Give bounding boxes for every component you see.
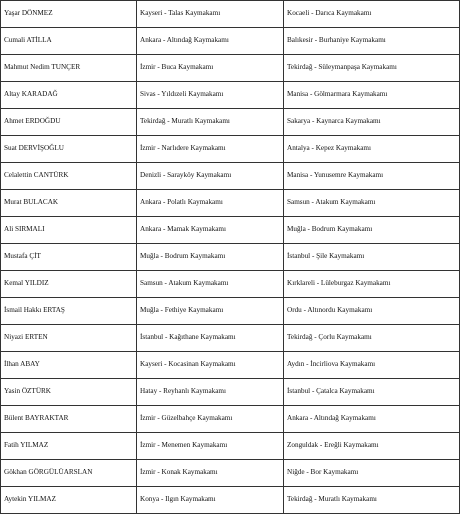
official-name-cell: Ali SIRMALI — [1, 217, 137, 244]
current-post-cell: Ankara - Polatlı Kaymakamı — [137, 190, 284, 217]
table-row — [1, 136, 460, 163]
new-post-cell: Zonguldak - Ereğli Kaymakamı — [284, 433, 460, 460]
new-post-cell: Samsun - Atakum Kaymakamı — [284, 190, 460, 217]
table-row — [1, 298, 460, 325]
new-post-cell: Aydın - İncirliova Kaymakamı — [284, 352, 460, 379]
official-name-cell: Bülent BAYRAKTAR — [1, 406, 137, 433]
official-name-cell: Mustafa ÇİT — [1, 244, 137, 271]
new-post-cell: İstanbul - Şile Kaymakamı — [284, 244, 460, 271]
new-post-cell: Antalya - Kepez Kaymakamı — [284, 136, 460, 163]
official-name-cell: Altay KARADAĞ — [1, 82, 137, 109]
official-name-cell: Suat DERVİŞOĞLU — [1, 136, 137, 163]
table-row — [1, 82, 460, 109]
new-post-cell: Ordu - Altınordu Kaymakamı — [284, 298, 460, 325]
official-name-cell: Fatih YILMAZ — [1, 433, 137, 460]
table-row — [1, 55, 460, 82]
official-name-cell: Gökhan GÖRGÜLÜARSLAN — [1, 460, 137, 487]
new-post-cell: Manisa - Gölmarmara Kaymakamı — [284, 82, 460, 109]
new-post-cell: Niğde - Bor Kaymakamı — [284, 460, 460, 487]
new-post-cell: Kırklareli - Lüleburgaz Kaymakamı — [284, 271, 460, 298]
table-row — [1, 487, 460, 514]
current-post-cell: Muğla - Fethiye Kaymakamı — [137, 298, 284, 325]
official-name-cell: Mahmut Nedim TUNÇER — [1, 55, 137, 82]
new-post-cell: Tekirdağ - Muratlı Kaymakamı — [284, 487, 460, 514]
current-post-cell: İstanbul - Kağıthane Kaymakamı — [137, 325, 284, 352]
current-post-cell: İzmir - Konak Kaymakamı — [137, 460, 284, 487]
current-post-cell: Muğla - Bodrum Kaymakamı — [137, 244, 284, 271]
current-post-cell: Kayseri - Kocasinan Kaymakamı — [137, 352, 284, 379]
current-post-cell: İzmir - Menemen Kaymakamı — [137, 433, 284, 460]
current-post-cell: Denizli - Sarayköy Kaymakamı — [137, 163, 284, 190]
current-post-cell: Ankara - Altındağ Kaymakamı — [137, 28, 284, 55]
current-post-cell: Ankara - Mamak Kaymakamı — [137, 217, 284, 244]
official-name-cell: Yasin ÖZTÜRK — [1, 379, 137, 406]
new-post-cell: Ankara - Altındağ Kaymakamı — [284, 406, 460, 433]
table-row — [1, 163, 460, 190]
table-row — [1, 190, 460, 217]
current-post-cell: İzmir - Narlıdere Kaymakamı — [137, 136, 284, 163]
table-row — [1, 271, 460, 298]
table-row — [1, 109, 460, 136]
current-post-cell: Kayseri - Talas Kaymakamı — [137, 1, 284, 28]
table-row — [1, 325, 460, 352]
official-name-cell: Aytekin YILMAZ — [1, 487, 137, 514]
table-row — [1, 244, 460, 271]
new-post-cell: Tekirdağ - Süleymanpaşa Kaymakamı — [284, 55, 460, 82]
official-name-cell: Yaşar DÖNMEZ — [1, 1, 137, 28]
official-name-cell: Kemal YILDIZ — [1, 271, 137, 298]
official-name-cell: Murat BULACAK — [1, 190, 137, 217]
current-post-cell: Konya - Ilgın Kaymakamı — [137, 487, 284, 514]
table-row — [1, 217, 460, 244]
new-post-cell: Sakarya - Kaynarca Kaymakamı — [284, 109, 460, 136]
official-name-cell: Ahmet ERDOĞDU — [1, 109, 137, 136]
official-name-cell: Cumali ATİLLA — [1, 28, 137, 55]
current-post-cell: İzmir - Güzelbahçe Kaymakamı — [137, 406, 284, 433]
new-post-cell: Muğla - Bodrum Kaymakamı — [284, 217, 460, 244]
new-post-cell: Manisa - Yunusemre Kaymakamı — [284, 163, 460, 190]
current-post-cell: Samsun - Atakum Kaymakamı — [137, 271, 284, 298]
new-post-cell: İstanbul - Çatalca Kaymakamı — [284, 379, 460, 406]
new-post-cell: Tekirdağ - Çorlu Kaymakamı — [284, 325, 460, 352]
new-post-cell: Balıkesir - Burhaniye Kaymakamı — [284, 28, 460, 55]
current-post-cell: Hatay - Reyhanlı Kaymakamı — [137, 379, 284, 406]
table-row — [1, 28, 460, 55]
official-name-cell: İlhan ABAY — [1, 352, 137, 379]
appointment-table-body — [1, 1, 460, 514]
new-post-cell: Kocaeli - Darıca Kaymakamı — [284, 1, 460, 28]
table-row — [1, 1, 460, 28]
current-post-cell: Sivas - Yıldızeli Kaymakamı — [137, 82, 284, 109]
official-name-cell: Niyazi ERTEN — [1, 325, 137, 352]
table-row — [1, 460, 460, 487]
official-name-cell: Celalettin CANTÜRK — [1, 163, 137, 190]
official-name-cell: İsmail Hakkı ERTAŞ — [1, 298, 137, 325]
current-post-cell: Tekirdağ - Muratlı Kaymakamı — [137, 109, 284, 136]
table-row — [1, 379, 460, 406]
current-post-cell: İzmir - Buca Kaymakamı — [137, 55, 284, 82]
table-row — [1, 352, 460, 379]
table-row — [1, 406, 460, 433]
table-row — [1, 433, 460, 460]
